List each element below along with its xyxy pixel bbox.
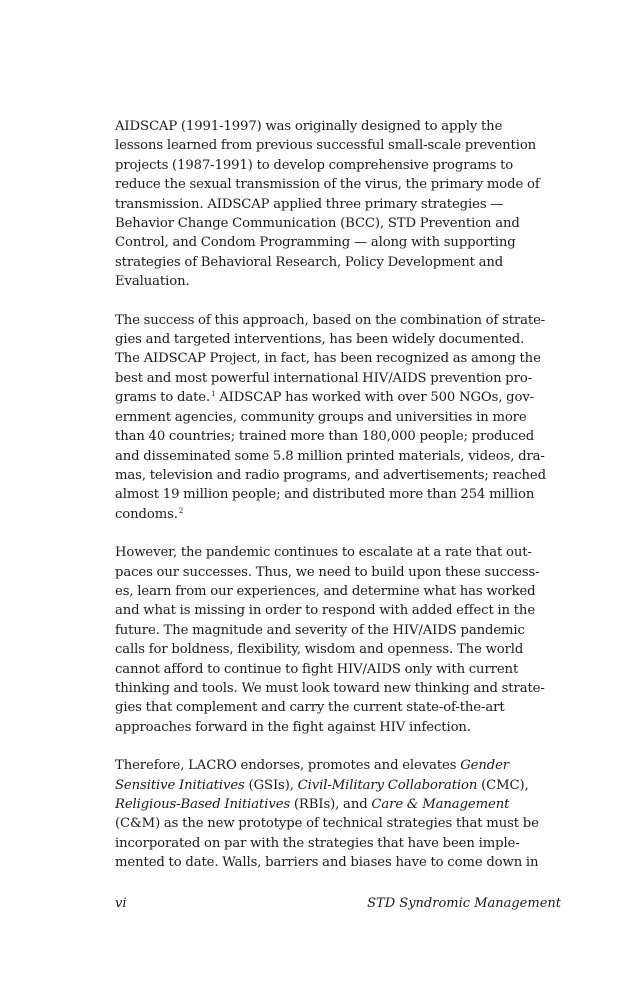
text-run: projects (1987-1991) to develop comprehensive programs to bbox=[115, 157, 514, 173]
text-line bbox=[115, 640, 561, 659]
text-run: reduce the sexual transmission of the virus, the primary mode of bbox=[115, 177, 540, 193]
page-body bbox=[115, 117, 561, 892]
text-line bbox=[115, 195, 561, 214]
text-run: (GSIs), bbox=[244, 777, 298, 793]
text-run: and disseminated some 5.8 million printed materials, videos, dra- bbox=[115, 448, 545, 464]
text-run: Control, and Condom Programming — along with supporting bbox=[115, 235, 516, 251]
body-text bbox=[115, 117, 561, 873]
text-line bbox=[115, 582, 561, 601]
text-line bbox=[115, 447, 561, 466]
text-run: and what is missing in order to respond with added effect in the bbox=[115, 603, 536, 619]
text-run: Evaluation. bbox=[115, 274, 190, 290]
text-run: strategies of Behavioral Research, Policy Development and bbox=[115, 254, 504, 270]
text-run: es, learn from our experiences, and determine what has worked bbox=[115, 583, 536, 599]
text-line bbox=[115, 136, 561, 155]
footnote-ref: 2 bbox=[178, 506, 184, 515]
paragraph bbox=[115, 543, 561, 737]
text-line bbox=[115, 601, 561, 620]
text-line bbox=[115, 853, 561, 872]
italic-term: Gender bbox=[460, 758, 510, 774]
text-run: lessons learned from previous successful small-scale prevention bbox=[115, 138, 537, 154]
text-run: Behavior Change Communication (BCC), STD Prevention and bbox=[115, 216, 520, 232]
text-run: ernment agencies, community groups and universities in more bbox=[115, 409, 527, 425]
text-line bbox=[115, 156, 561, 175]
text-line bbox=[115, 563, 561, 582]
text-line bbox=[115, 621, 561, 640]
text-line bbox=[115, 272, 561, 291]
italic-term: Sensitive Initiatives bbox=[115, 777, 245, 793]
text-run: mas, television and radio programs, and advertisements; reached bbox=[115, 467, 546, 483]
text-line bbox=[115, 718, 561, 737]
paragraph bbox=[115, 311, 561, 524]
italic-term: Care & Management bbox=[371, 797, 510, 812]
text-run: future. The magnitude and severity of the HIV/AIDS pandemic bbox=[115, 622, 525, 638]
text-line bbox=[115, 776, 561, 795]
text-run: cannot afford to continue to fight HIV/AIDS only with current bbox=[115, 661, 519, 677]
text-line bbox=[115, 543, 561, 562]
page-footer bbox=[115, 896, 561, 911]
text-line bbox=[115, 505, 561, 524]
text-line bbox=[115, 679, 561, 698]
text-run: However, the pandemic continues to escalate at a rate that out- bbox=[115, 545, 532, 561]
text-run: (C&M) as the new prototype of technical strategies that must be bbox=[115, 816, 539, 832]
text-line bbox=[115, 660, 561, 679]
text-line bbox=[115, 427, 561, 446]
text-run: (CMC), bbox=[477, 777, 529, 793]
paragraph bbox=[115, 117, 561, 292]
text-run: than 40 countries; trained more than 180,000 people; produced bbox=[115, 429, 535, 445]
text-run: approaches forward in the fight against HIV infection. bbox=[115, 719, 471, 735]
text-run: mented to date. Walls, barriers and biases have to come down in bbox=[115, 855, 539, 871]
text-run: grams to date. bbox=[115, 390, 211, 406]
text-run: AIDSCAP has worked with over 500 NGOs, gov- bbox=[215, 390, 535, 406]
italic-term: Civil-Military Collaboration bbox=[297, 777, 478, 793]
text-line bbox=[115, 175, 561, 194]
text-line bbox=[115, 756, 561, 775]
text-line bbox=[115, 388, 561, 407]
text-line bbox=[115, 698, 561, 717]
text-run: condoms. bbox=[115, 506, 178, 522]
text-line bbox=[115, 214, 561, 233]
text-line bbox=[115, 233, 561, 252]
text-line bbox=[115, 349, 561, 368]
footnote-ref: 1 bbox=[211, 390, 216, 399]
text-run: The success of this approach, based on the combination of strate- bbox=[115, 312, 546, 328]
text-run: transmission. AIDSCAP applied three primary strategies — bbox=[115, 196, 504, 212]
text-run: thinking and tools. We must look toward new thinking and strate- bbox=[115, 680, 545, 696]
text-run: almost 19 million people; and distributed more than 254 million bbox=[115, 487, 535, 503]
text-run: incorporated on par with the strategies that have been imple- bbox=[115, 835, 520, 851]
text-run: The AIDSCAP Project, in fact, has been recognized as among the bbox=[115, 351, 541, 367]
italic-term: Religious-Based Initiatives bbox=[115, 797, 291, 812]
text-line bbox=[115, 253, 561, 272]
text-line bbox=[115, 117, 561, 136]
text-line bbox=[115, 795, 561, 814]
text-line bbox=[115, 814, 561, 833]
text-run: gies that complement and carry the current state-of-the-art bbox=[115, 700, 505, 716]
text-run: gies and targeted interventions, has been widely documented. bbox=[115, 332, 525, 348]
paragraph bbox=[115, 756, 561, 872]
text-line bbox=[115, 485, 561, 504]
text-line bbox=[115, 369, 561, 388]
text-run: AIDSCAP (1991-1997) was originally designed to apply the bbox=[115, 119, 503, 134]
running-title: STD Syndromic Management bbox=[367, 896, 561, 911]
text-line bbox=[115, 834, 561, 853]
text-run: Therefore, LACRO endorses, promotes and elevates bbox=[115, 758, 461, 774]
text-run: calls for boldness, flexibility, wisdom and openness. The world bbox=[115, 642, 524, 658]
text-line bbox=[115, 330, 561, 349]
text-line bbox=[115, 311, 561, 330]
text-line bbox=[115, 466, 561, 485]
text-line bbox=[115, 408, 561, 427]
text-run: best and most powerful international HIV/AIDS prevention pro- bbox=[115, 370, 533, 386]
page-number: vi bbox=[115, 896, 127, 911]
text-run: (RBIs), and bbox=[290, 797, 372, 812]
text-run: paces our successes. Thus, we need to build upon these success- bbox=[115, 564, 540, 580]
